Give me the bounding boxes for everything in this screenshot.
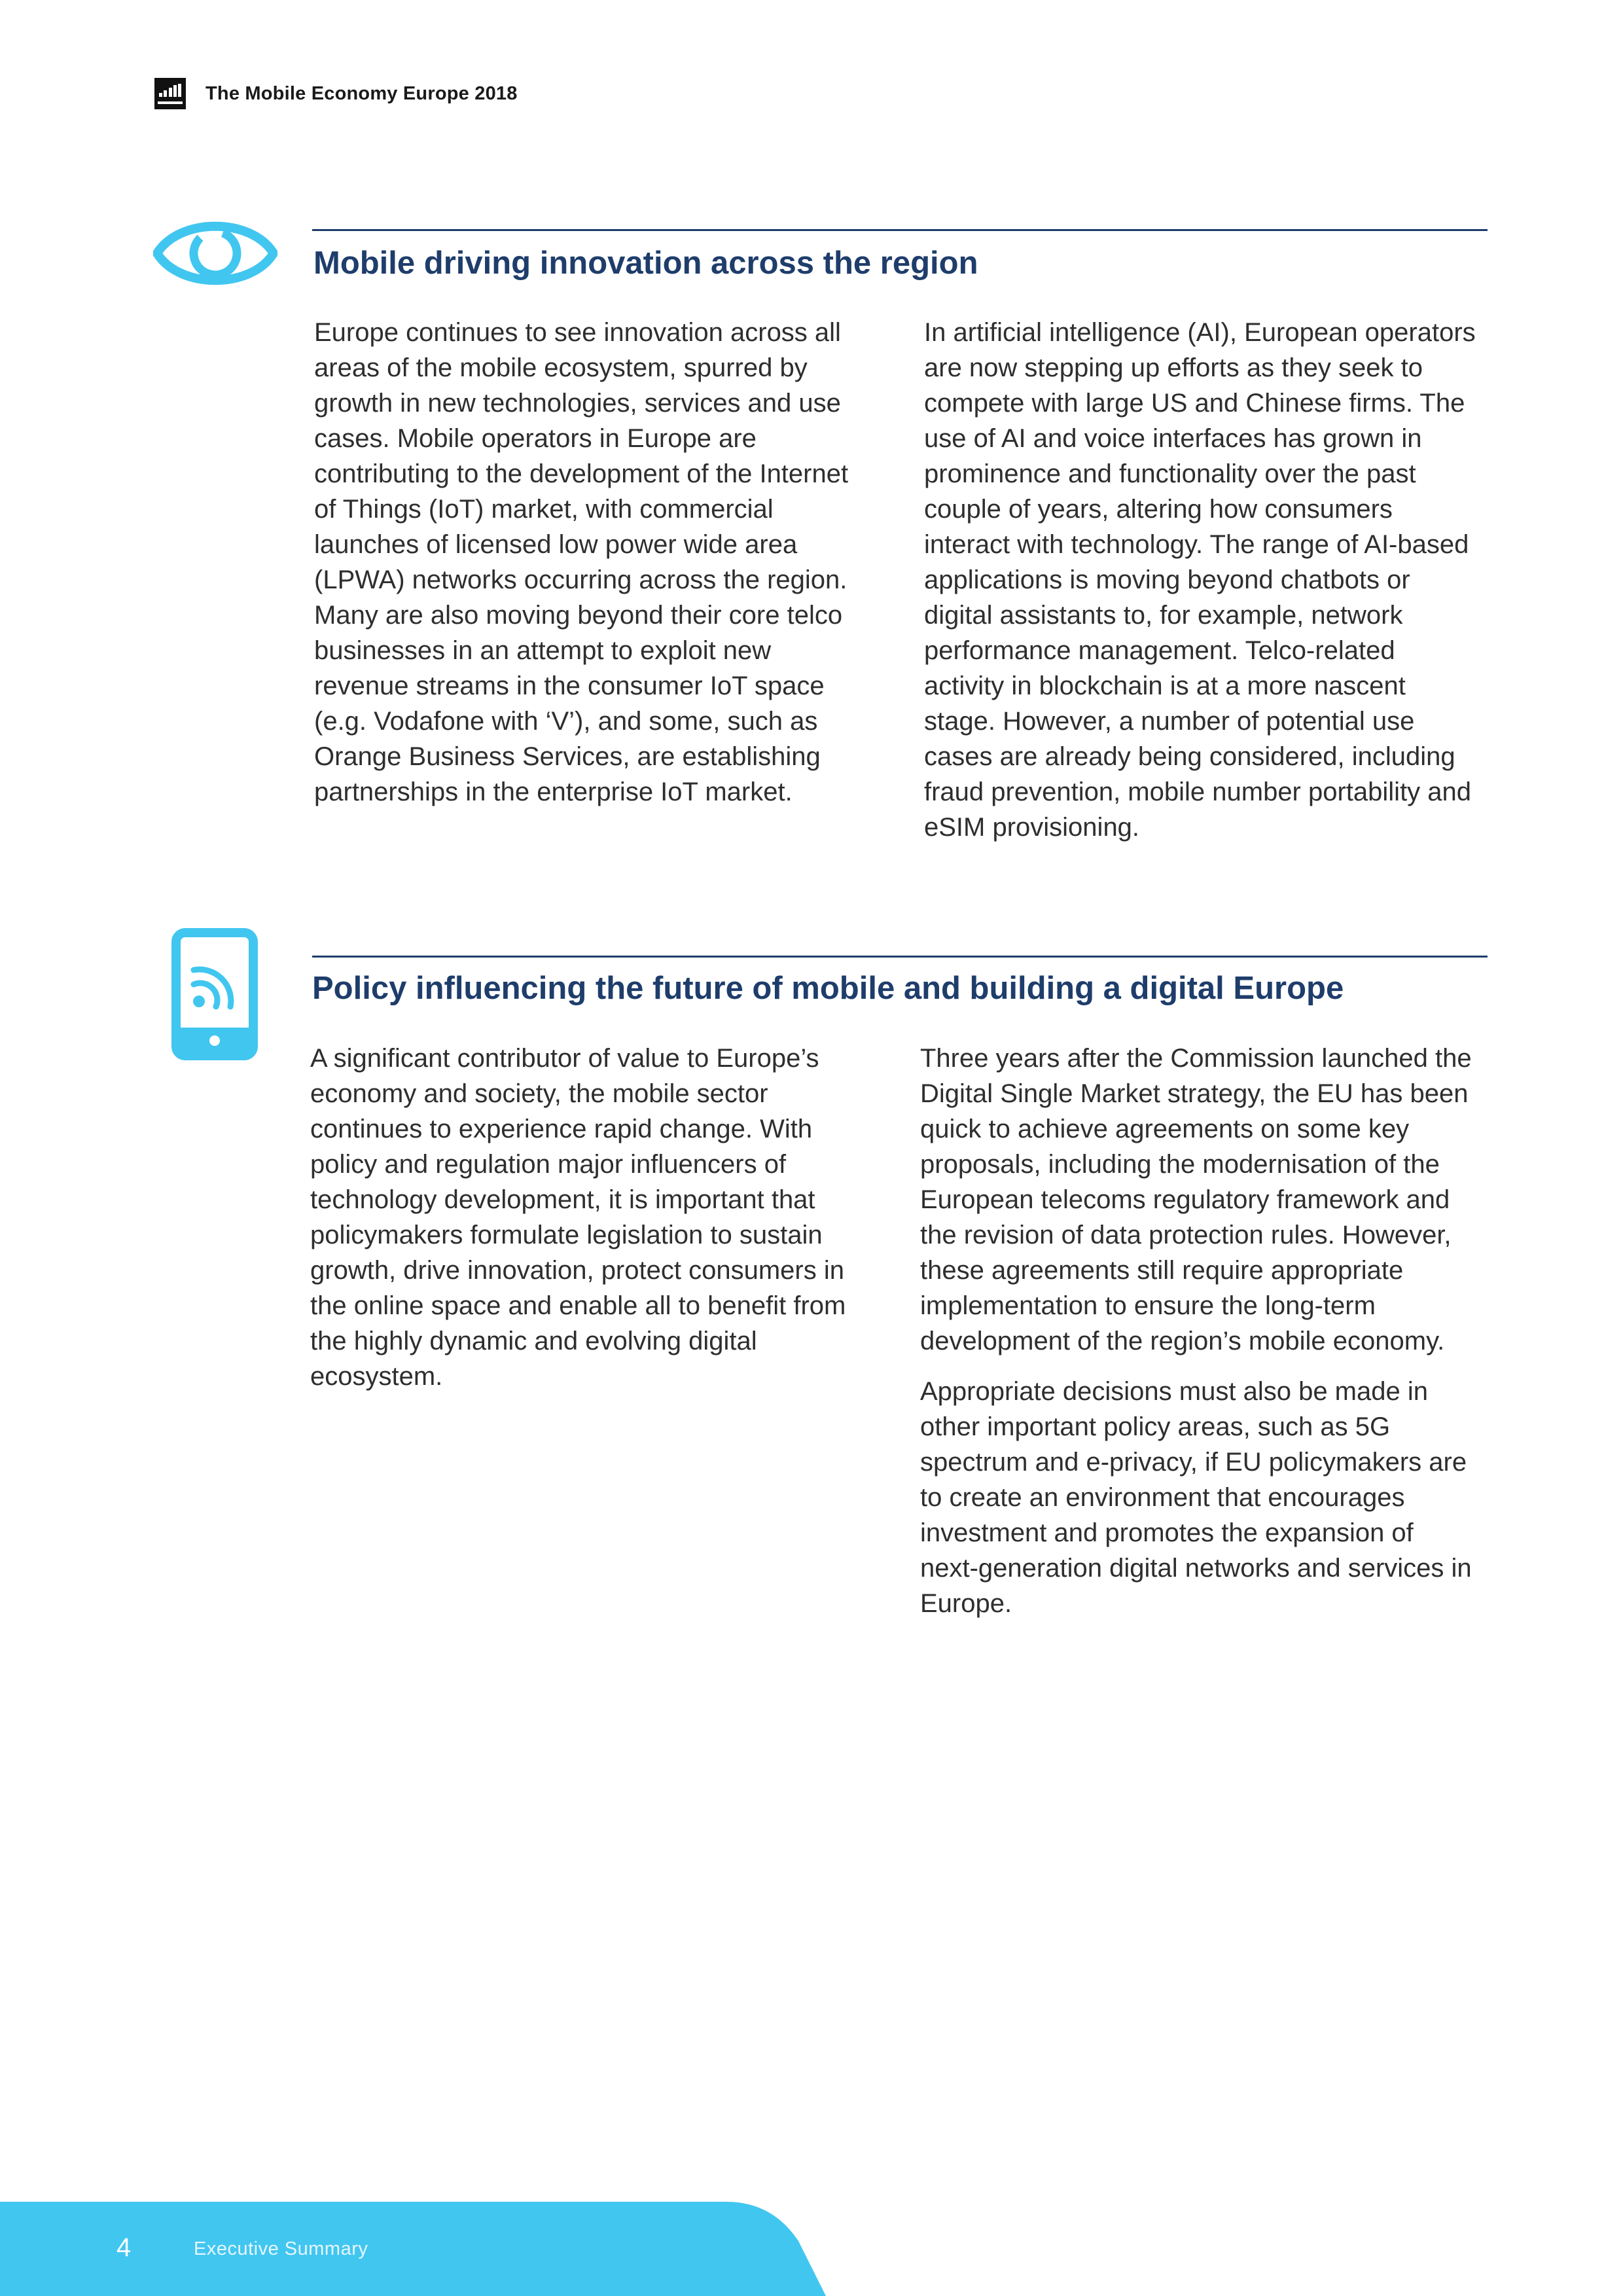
- paragraph: Appropriate decisions must also be made in other important policy areas, such as 5G spectrum and e-privacy, if EU policymakers are to create an environment that encourages investment and promotes the expansion of next-generation digital networks and services in Europe.: [920, 1377, 1472, 1618]
- gsma-logo-icon: [154, 78, 186, 109]
- footer-section-label: Executive Summary: [194, 2238, 368, 2259]
- section-right-column: [924, 315, 1480, 860]
- paragraph: Three years after the Commission launched the Digital Single Market strategy, the EU has been quick to achieve agreements on some key proposals, including the modernisation of the European telecoms regulatory framework and the revision of data protection rules. However, these agreements still require appropriate implementation to ensure the long-term development of the region’s mobile economy.: [920, 1044, 1472, 1355]
- paragraph: A significant contributor of value to Europe’s economy and society, the mobile sector continues to experience rapid change. With policy and regulation major influencers of technology development, it is important that policymakers formulate legislation to sustain growth, drive innovation, protect consumers in the online space and enable all to benefit from the highly dynamic and evolving digital ecosystem.: [310, 1044, 846, 1391]
- eye-icon: [153, 207, 277, 300]
- document-title: The Mobile Economy Europe 2018: [205, 82, 518, 104]
- page-header: [154, 77, 518, 110]
- page-number: 4: [116, 2233, 132, 2262]
- section-title: Policy influencing the future of mobile and building a digital Europe: [312, 971, 1344, 1006]
- section-divider: [312, 956, 1488, 958]
- mobile-signal-icon: [171, 928, 258, 1060]
- section-left-column: [310, 1041, 866, 1409]
- section-divider: [312, 229, 1488, 231]
- paragraph: Europe continues to see innovation across all areas of the mobile ecosystem, spurred by growth in new technologies, services and use cases. Mobile operators in Europe are contributing to the development of the Internet of Things (IoT) market, with commercial launches of licensed low power wide area (LPWA) networks occurring across the region. Many are also moving beyond their core telco businesses in an attempt to exploit new revenue streams in the consumer IoT space (e.g. Vodafone with ‘V’), and some, such as Orange Business Services, are establishing partnerships in the enterprise IoT market.: [314, 318, 849, 806]
- section-left-column: [314, 315, 870, 825]
- paragraph: In artificial intelligence (AI), European operators are now stepping up efforts as they seek to compete with large US and Chinese firms. The use of AI and voice interfaces has grown in prominence and functionality over the past couple of years, altering how consumers interact with technology. The range of AI-based applications is moving beyond chatbots or digital assistants to, for example, network performance management. Telco-related activity in blockchain is at a more nascent stage. However, a number of potential use cases are already being considered, including fraud prevention, mobile number portability and eSIM provisioning.: [924, 318, 1476, 842]
- section-title: Mobile driving innovation across the region: [313, 245, 978, 281]
- section-right-column: [920, 1041, 1476, 1636]
